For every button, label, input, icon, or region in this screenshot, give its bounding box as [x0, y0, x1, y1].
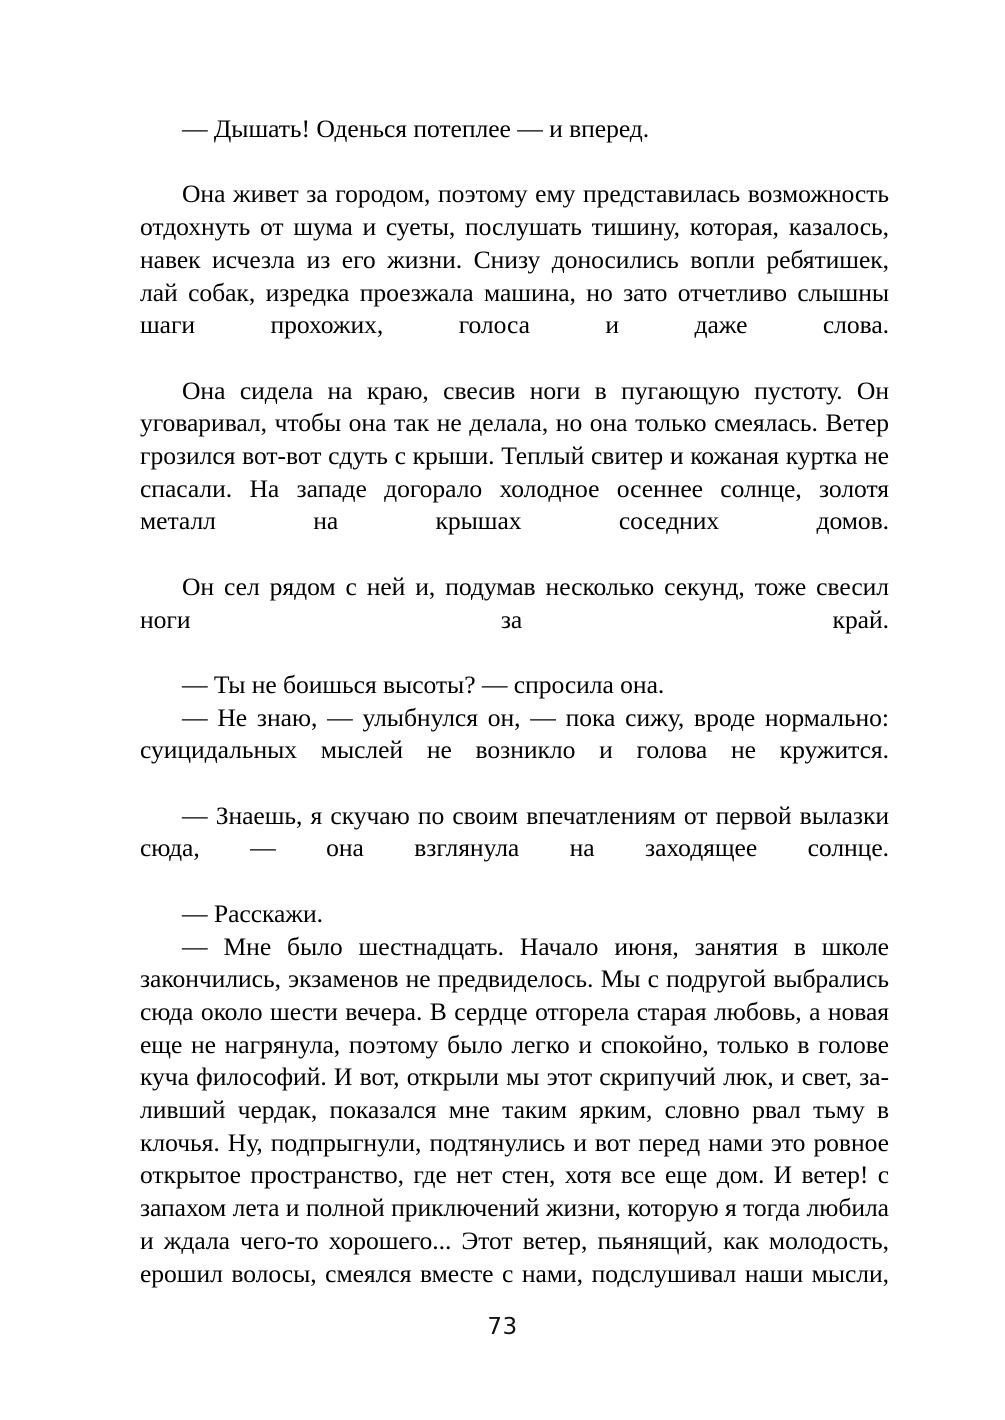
paragraph-dialogue-breathe: — Дышать! Оденься потеплее — и вперед. — [182, 114, 650, 143]
paragraph-dialogue-i-was-sixteen: — Мне было шестнадцать. Начало июня, занятия в школе закончились, экзаменов не предвиделось. Мы с подругой выбрались сюда около шести вечера. В сердце отгорела старая любовь, а новая еще не нагрянула, поэтому было легко и спокойно, только в голове куча философий. И вот, открыли мы этот скрипучий люк, и свет, заливший чердак, показался мне таким ярким, словно рвал тьму в клочья. Ну, подпрыгнули, подтянулись и вот перед нами это ровное открытое пространство, где нет стен, хотя все еще дом. И ветер! с запахом лета и полной приключений жизни, которую я тогда любила и ждала чего-то хорошего... Этот ветер, пьянящий, как молодость, ерошил волосы, смеялся вместе с нами, подслушивал наши мысли, — [140, 931, 889, 1288]
page-text-block — [140, 113, 889, 1323]
paragraph-she-sat-on-the-edge: Она сидела на краю, свесив ноги в пугающую пустоту. Он уговаривал, чтобы она так не делала, но она только смеялась. Ветер грозился вот-вот сдуть с крыши. Теплый свитер и кожаная куртка не спасали. На западе догорало холодное осеннее солнце, золотя металл на крышах соседних домов. — [140, 375, 889, 536]
paragraph-dialogue-afraid-of-heights: — Ты не боишься высоты? — спросила она. — [182, 669, 665, 699]
page-number: 73 — [487, 1314, 518, 1340]
paragraph-she-lives-outside-town: Она живет за городом, поэтому ему представилась возможность отдохнуть от шума и суеты, послушать тишину, которая, казалось, навек исчезла из его жизни. Снизу доносились вопли ребятишек, лай собак, изредка проезжала машина, но зато отчетливо слышны шаги прохожих, голоса и даже слова. — [140, 179, 889, 340]
paragraph-he-sat-beside-her: Он сел рядом с ней и, подумав несколько секунд, тоже свесил ноги за край. — [140, 571, 889, 634]
paragraph-dialogue-tell-me: — Расскажи. — [182, 898, 323, 928]
paragraph-dialogue-i-miss-impressions: — Знаешь, я скучаю по своим впечатлениям от первой вылазки сюда, — она взглянула на заходящее солнце. — [140, 800, 889, 863]
paragraph-dialogue-dont-know: — Не знаю, — улыбнулся он, — пока сижу, вроде нормально: суицидальных мыслей не возникло и голова не кружится. — [140, 702, 889, 765]
